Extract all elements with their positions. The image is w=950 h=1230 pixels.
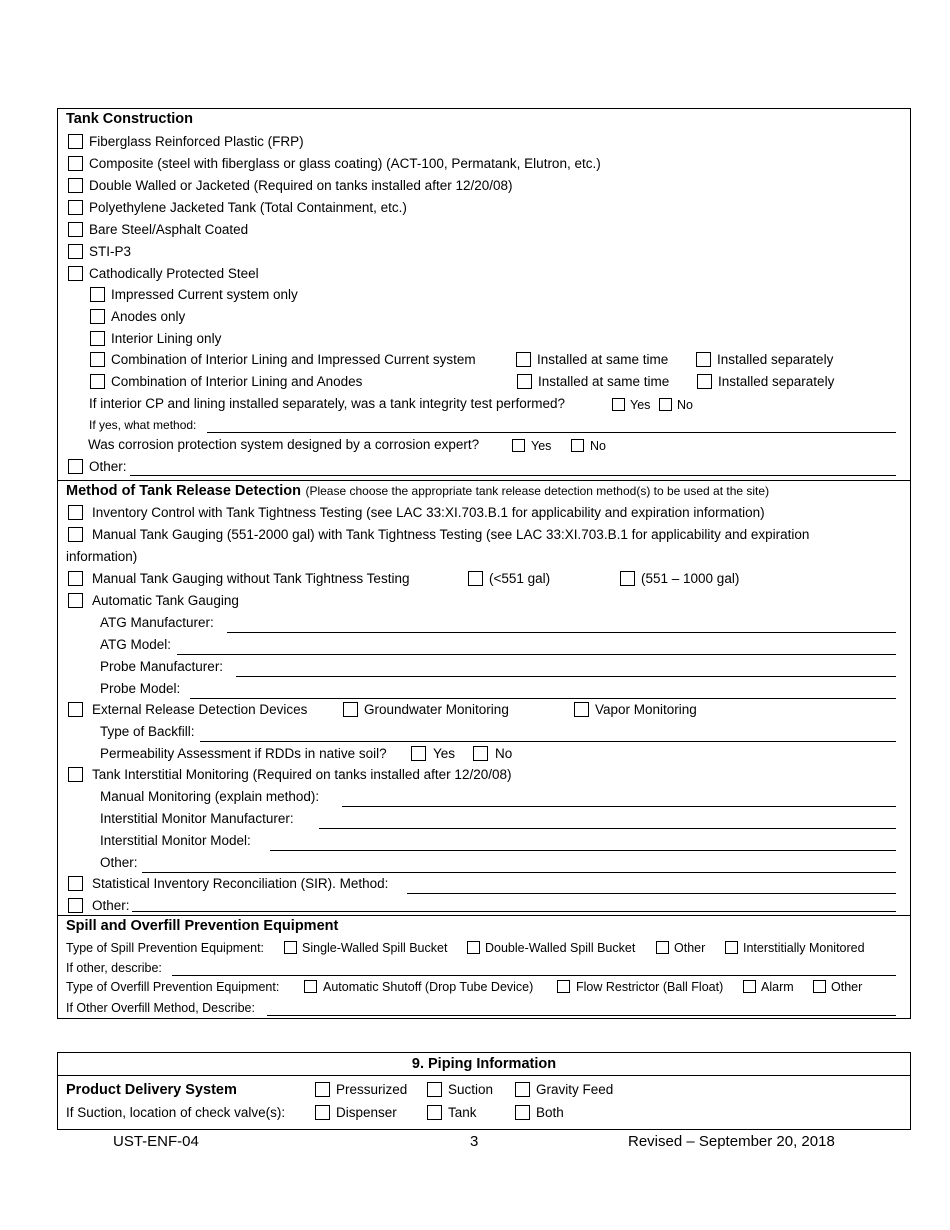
rd-other2-field[interactable] [132, 911, 896, 912]
tank-construction-heading: Tank Construction [66, 111, 194, 127]
bare-steel-checkbox[interactable] [68, 222, 83, 237]
groundwater-label: Groundwater Monitoring [364, 702, 509, 717]
atg-manufacturer-field[interactable] [227, 632, 896, 633]
interstitially-label: Interstitially Monitored [743, 941, 865, 955]
single-walled-label: Single-Walled Spill Bucket [302, 941, 448, 955]
permeability-yes-label: Yes [433, 746, 456, 761]
backfill-label: Type of Backfill: [100, 724, 195, 739]
manual-monitoring-label: Manual Monitoring (explain method): [100, 789, 320, 804]
tc-other-label: Other: [89, 459, 127, 474]
double-walled-bucket-label: Double-Walled Spill Bucket [485, 941, 636, 955]
corrosion-yes-checkbox[interactable] [512, 439, 525, 452]
range551-checkbox[interactable] [620, 571, 635, 586]
polyethylene-checkbox[interactable] [68, 200, 83, 215]
im-model-label: Interstitial Monitor Model: [100, 833, 251, 848]
spill-type-label: Type of Spill Prevention Equipment: [66, 941, 265, 955]
lining-impressed-label: Combination of Interior Lining and Impressed Current system [111, 352, 476, 367]
interstitial-checkbox[interactable] [68, 767, 83, 782]
anodes-only-label: Anodes only [111, 309, 186, 324]
section-divider [57, 480, 911, 481]
composite-label: Composite (steel with fiberglass or glass coating) (ACT-100, Permatank, Elutron, etc.) [89, 156, 601, 171]
dispenser-checkbox[interactable] [315, 1105, 330, 1120]
integrity-no-checkbox[interactable] [659, 398, 672, 411]
piping-heading: 9. Piping Information [411, 1056, 557, 1072]
atg-model-label: ATG Model: [100, 637, 172, 652]
flow-restrictor-checkbox[interactable] [557, 980, 570, 993]
dispenser-label: Dispenser [336, 1105, 397, 1120]
manual-no-test-label: Manual Tank Gauging without Tank Tightness Testing [92, 571, 410, 586]
cathodic-checkbox[interactable] [68, 266, 83, 281]
section-divider [57, 915, 911, 916]
manual-gauging-label-cont: information) [66, 549, 138, 564]
polyethylene-label: Polyethylene Jacketed Tank (Total Containment, etc.) [89, 200, 407, 215]
vapor-checkbox[interactable] [574, 702, 589, 717]
rd-other2-checkbox[interactable] [68, 898, 83, 913]
probe-model-field[interactable] [190, 698, 896, 699]
integrity-yes-checkbox[interactable] [612, 398, 625, 411]
auto-shutoff-label: Automatic Shutoff (Drop Tube Device) [323, 980, 534, 994]
corrosion-question: Was corrosion protection system designed by a corrosion expert? [88, 437, 480, 452]
check-valve-label: If Suction, location of check valve(s): [66, 1105, 286, 1120]
spill-overfill-heading: Spill and Overfill Prevention Equipment [66, 918, 339, 934]
installed-separately-2-label: Installed separately [718, 374, 835, 389]
im-manufacturer-label: Interstitial Monitor Manufacturer: [100, 811, 294, 826]
inventory-control-label: Inventory Control with Tank Tightness Testing (see LAC 33:XI.703.B.1 for applicability and expiration information) [92, 505, 765, 520]
vapor-label: Vapor Monitoring [595, 702, 697, 717]
installed-separately-2-checkbox[interactable] [697, 374, 712, 389]
alarm-label: Alarm [761, 980, 794, 994]
corrosion-no-checkbox[interactable] [571, 439, 584, 452]
installed-same-2-label: Installed at same time [538, 374, 670, 389]
atg-manufacturer-label: ATG Manufacturer: [100, 615, 214, 630]
lt551-checkbox[interactable] [468, 571, 483, 586]
release-detection-heading [66, 482, 769, 500]
pressurized-label: Pressurized [336, 1082, 408, 1097]
if-other-label: If other, describe: [66, 961, 162, 975]
flow-restrictor-label: Flow Restrictor (Ball Float) [576, 980, 724, 994]
release-detection-title: Method of Tank Release Detection [66, 483, 301, 499]
atg-model-field[interactable] [177, 654, 896, 655]
double-walled-label: Double Walled or Jacketed (Required on tanks installed after 12/20/08) [89, 178, 513, 193]
delivery-label: Product Delivery System [66, 1082, 237, 1098]
groundwater-checkbox[interactable] [343, 702, 358, 717]
range551-label: (551 – 1000 gal) [641, 571, 740, 586]
probe-manufacturer-label: Probe Manufacturer: [100, 659, 224, 674]
alarm-checkbox[interactable] [743, 980, 756, 993]
integrity-question: If interior CP and lining installed separately, was a tank integrity test performed? [89, 396, 565, 411]
backfill-field[interactable] [200, 741, 896, 742]
external-checkbox[interactable] [68, 702, 83, 717]
auto-shutoff-checkbox[interactable] [304, 980, 317, 993]
corrosion-no-label: No [590, 439, 606, 453]
spill-other-label: Other [674, 941, 706, 955]
interior-lining-checkbox[interactable] [90, 331, 105, 346]
permeability-yes-checkbox[interactable] [411, 746, 426, 761]
atg-checkbox[interactable] [68, 593, 83, 608]
im-model-field[interactable] [270, 850, 896, 851]
form-id: UST-ENF-04 [113, 1133, 199, 1150]
page-number: 3 [470, 1133, 479, 1150]
external-label: External Release Detection Devices [92, 702, 308, 717]
rd-other-field[interactable] [142, 872, 896, 873]
pressurized-checkbox[interactable] [315, 1082, 330, 1097]
tank-checkbox[interactable] [427, 1105, 442, 1120]
lining-anodes-checkbox[interactable] [90, 374, 105, 389]
manual-gauging-label: Manual Tank Gauging (551-2000 gal) with Tank Tightness Testing (see LAC 33:XI.703.B.1 for applicability and expiration [92, 527, 810, 542]
release-detection-note: (Please choose the appropriate tank release detection method(s) to be used at the site) [305, 484, 770, 498]
permeability-no-checkbox[interactable] [473, 746, 488, 761]
installed-same-label: Installed at same time [537, 352, 669, 367]
overfill-other-checkbox[interactable] [813, 980, 826, 993]
overfill-type-label: Type of Overfill Prevention Equipment: [66, 980, 280, 994]
both-label: Both [536, 1105, 564, 1120]
interstitial-label: Tank Interstitial Monitoring (Required on tanks installed after 12/20/08) [92, 767, 512, 782]
installed-same-checkbox[interactable] [516, 352, 531, 367]
rd-other2-label: Other: [92, 898, 130, 913]
if-other-overfill-label: If Other Overfill Method, Describe: [66, 1001, 255, 1015]
spill-other-checkbox[interactable] [656, 941, 669, 954]
impressed-current-label: Impressed Current system only [111, 287, 298, 302]
if-other-overfill-field[interactable] [267, 1015, 896, 1016]
rd-other-label: Other: [100, 855, 138, 870]
gravity-checkbox[interactable] [515, 1082, 530, 1097]
double-walled-bucket-checkbox[interactable] [467, 941, 480, 954]
permeability-no-label: No [495, 746, 513, 761]
cathodic-label: Cathodically Protected Steel [89, 266, 259, 281]
anodes-only-checkbox[interactable] [90, 309, 105, 324]
sir-checkbox[interactable] [68, 876, 83, 891]
sir-field[interactable] [407, 893, 896, 894]
probe-model-label: Probe Model: [100, 681, 181, 696]
suction-checkbox[interactable] [427, 1082, 442, 1097]
gravity-label: Gravity Feed [536, 1082, 614, 1097]
tank-label: Tank [448, 1105, 477, 1120]
probe-manufacturer-field[interactable] [236, 676, 896, 677]
double-walled-checkbox[interactable] [68, 178, 83, 193]
both-checkbox[interactable] [515, 1105, 530, 1120]
inventory-control-checkbox[interactable] [68, 505, 83, 520]
manual-no-test-checkbox[interactable] [68, 571, 83, 586]
lt551-label: (<551 gal) [489, 571, 551, 586]
what-method-label: If yes, what method: [89, 418, 197, 432]
frp-label: Fiberglass Reinforced Plastic (FRP) [89, 134, 304, 149]
tc-other-checkbox[interactable] [68, 459, 83, 474]
manual-monitoring-field[interactable] [342, 806, 896, 807]
installed-same-2-checkbox[interactable] [517, 374, 532, 389]
impressed-current-checkbox[interactable] [90, 287, 105, 302]
im-manufacturer-field[interactable] [319, 828, 896, 829]
lining-impressed-checkbox[interactable] [90, 352, 105, 367]
permeability-label: Permeability Assessment if RDDs in native soil? [100, 746, 387, 761]
sti-p3-label: STI-P3 [89, 244, 132, 259]
revised-date: Revised – September 20, 2018 [628, 1133, 835, 1150]
integrity-no-label: No [677, 398, 693, 412]
what-method-field[interactable] [207, 432, 896, 433]
overfill-other-label: Other [831, 980, 863, 994]
composite-checkbox[interactable] [68, 156, 83, 171]
frp-checkbox[interactable] [68, 134, 83, 149]
suction-label: Suction [448, 1082, 494, 1097]
interstitially-checkbox[interactable] [725, 941, 738, 954]
bare-steel-label: Bare Steel/Asphalt Coated [89, 222, 249, 237]
integrity-yes-label: Yes [630, 398, 651, 412]
lining-anodes-label: Combination of Interior Lining and Anodes [111, 374, 363, 389]
sir-label: Statistical Inventory Reconciliation (SIR). Method: [92, 876, 389, 891]
installed-separately-checkbox[interactable] [696, 352, 711, 367]
corrosion-yes-label: Yes [531, 439, 552, 453]
tc-other-field[interactable] [130, 475, 896, 476]
single-walled-checkbox[interactable] [284, 941, 297, 954]
piping-header-divider [57, 1075, 911, 1076]
manual-gauging-checkbox[interactable] [68, 527, 83, 542]
if-other-field[interactable] [172, 975, 896, 976]
installed-separately-label: Installed separately [717, 352, 834, 367]
interior-lining-label: Interior Lining only [111, 331, 222, 346]
sti-p3-checkbox[interactable] [68, 244, 83, 259]
atg-label: Automatic Tank Gauging [92, 593, 239, 608]
